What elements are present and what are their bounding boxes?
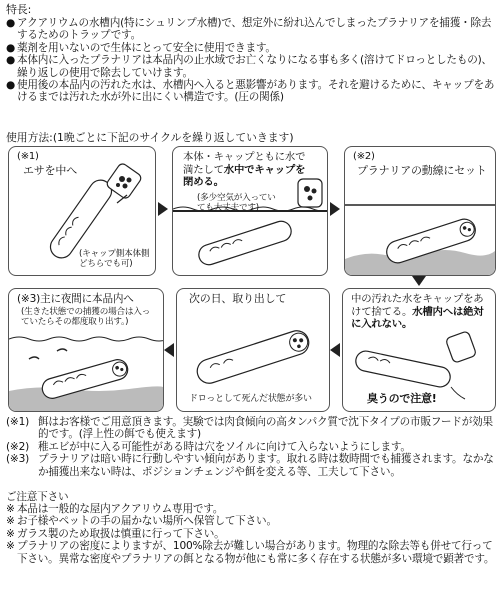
notes-section xyxy=(6,416,498,478)
step-panel-3 xyxy=(344,146,496,276)
feature-item: ● 薬剤を用いないので生体にとって安全に使用できます。 xyxy=(6,41,276,54)
step-label: (※1) xyxy=(17,151,39,162)
step-text: プラナリアの動線にセット xyxy=(357,164,487,177)
step-subtext: (キャップ側本体側どちらでも可) xyxy=(79,249,150,269)
caution-item: ※ プラナリアの密度によりますが、100%除去が難しい場合があります。物理的な除去等も併せて行って下さい。異常な密度やプラナリアの餌となる物が他にも常に多く存在する状態が多い環境で顕著です。 xyxy=(6,540,495,565)
caution-item: ※ ガラス製のため取扱は慎重に行って下さい。 xyxy=(6,527,225,540)
step-panel-1 xyxy=(8,146,156,276)
features-title: 特長: xyxy=(6,3,32,16)
arrow-right-icon xyxy=(330,202,340,216)
bullet-icon: ● xyxy=(6,17,16,29)
step-panel-4 xyxy=(8,288,164,412)
step-panel-2 xyxy=(172,146,328,276)
caution-item: ※ 本品は一般的な屋内アクアリウム専用です。 xyxy=(6,503,224,515)
bullet-icon: ● xyxy=(6,79,16,92)
feature-item: ● 使用後の本品内の汚れた水は、水槽内へ入ると悪影響があります。それを避けるために、キャップをあけるまでは汚れた水が外に出にくい構造です。(圧の関係) xyxy=(6,79,495,104)
note-item: (※2) 稚エビが中に入る可能性がある時は穴をソイルに向けて入らないようにします。 xyxy=(6,440,411,453)
note-item: (※1) 餌はお客様でご用意頂きます。実験では肉食傾向の高タンパク質で沈下タイプの市販フードが効果的です。(浮上性の餌でも使えます) xyxy=(6,416,493,441)
caution-item: ※ お子様やペットの手の届かない場所へ保管して下さい。 xyxy=(6,515,277,528)
caution-title: ご注意下さい xyxy=(6,491,69,503)
step-text: (※3)主に夜間に本品内へ xyxy=(17,293,134,305)
arrow-left-icon xyxy=(164,343,174,357)
caution-list xyxy=(6,503,498,565)
step-text: エサを中へ xyxy=(23,164,77,177)
arrow-down-icon xyxy=(412,276,426,286)
feature-item: ● 本体内に入ったプラナリアは本品内の止水域でお亡くなりになる事も多く(溶けてドロっとしたもの)、繰り返しの使用で除去していけます。 xyxy=(6,54,492,79)
arrow-left-icon xyxy=(330,343,340,357)
step-text: 次の日、取り出して xyxy=(189,292,287,305)
step-subtext: ドロっとして死んだ状態が多い xyxy=(189,394,312,404)
arrow-right-icon xyxy=(158,202,168,216)
step-subtext: (多少空気が入っていても大丈夫です) xyxy=(197,193,276,213)
note-item: (※3) プラナリアは暗い時に行動しやすい傾向があります。取れる時は数時間でも捕獲されます。なかなか捕獲出来ない時は、ポジションチェンジや餌を変える等、工夫して下さい。 xyxy=(6,453,494,478)
step-panel-5 xyxy=(176,288,330,412)
bullet-icon: ● xyxy=(6,41,16,54)
bullet-icon: ● xyxy=(6,54,16,67)
step-panel-6 xyxy=(342,288,496,412)
warning-label: 臭うので注意! xyxy=(367,392,437,405)
feature-item: ● アクアリウムの水槽内(特にシュリンプ水槽)で、想定外に紛れ込んでしまったプラナリアを捕獲・除去するためのトラップです。 xyxy=(6,17,492,42)
step-text: 本体・キャップともに水で満たして水中でキャップを閉める。 xyxy=(183,151,306,189)
step-subtext: (生きた状態での捕獲の場合は入っていたらその都度取り出す。) xyxy=(21,307,151,327)
step-label: (※2) xyxy=(353,151,375,162)
usage-title: 使用方法:(1晩ごとに下記のサイクルを繰り返していきます) xyxy=(6,131,294,144)
features-list xyxy=(6,17,496,104)
step-text: 中の汚れた水をキャップをあけて捨てる。水槽内へは絶対に入れない。 xyxy=(351,293,484,331)
